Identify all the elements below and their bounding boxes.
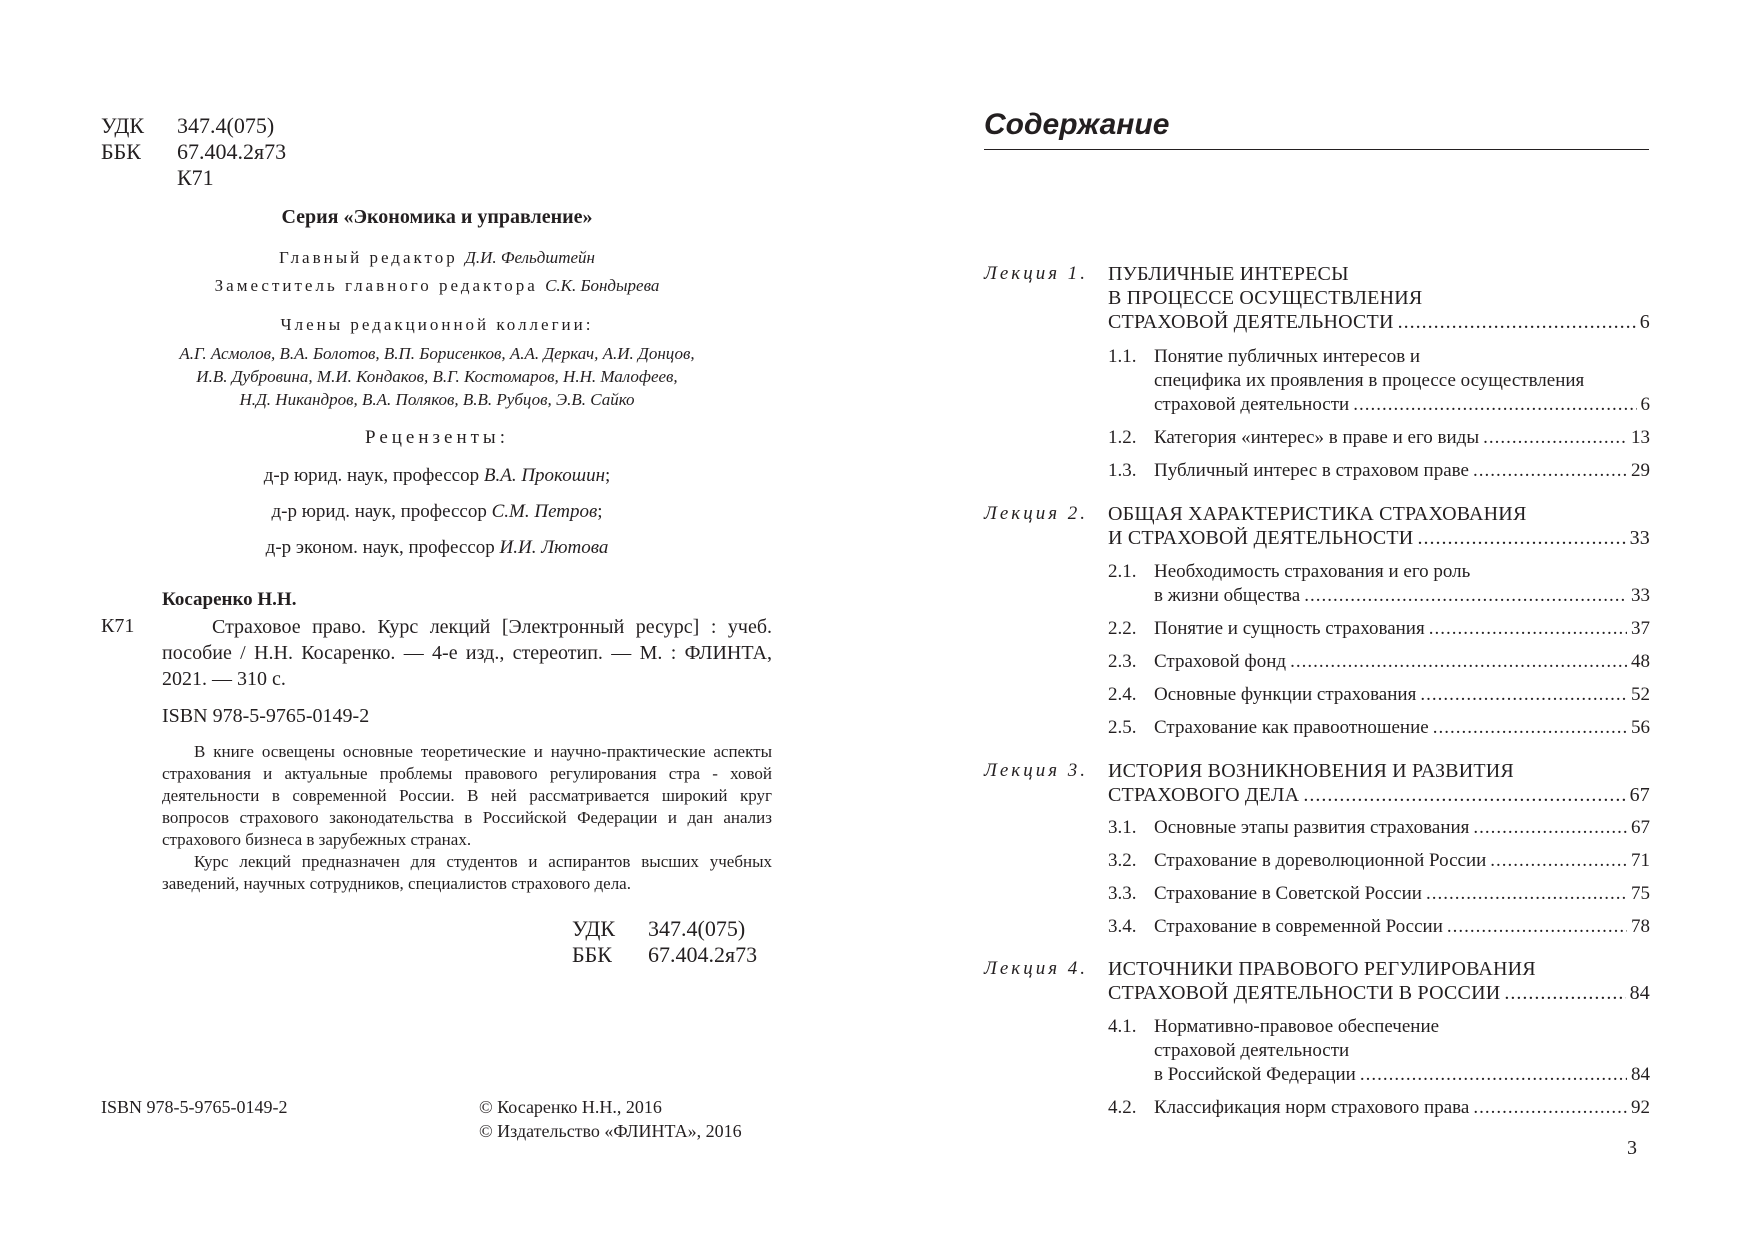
page-ref: 75 — [1631, 883, 1650, 904]
page-ref: 67 — [1631, 817, 1650, 838]
dot-leader — [1483, 426, 1627, 450]
dot-leader — [1473, 1096, 1627, 1120]
section-number: 1.3. — [1108, 460, 1137, 481]
section-title-line: Понятие публичных интересов и — [1154, 346, 1421, 367]
section-number: 3.2. — [1108, 850, 1137, 871]
page-ref: 92 — [1631, 1097, 1650, 1118]
section-title-line: Страхование в современной России — [1154, 916, 1443, 937]
lecture-title-line: ИСТОРИЯ ВОЗНИКНОВЕНИЯ И РАЗВИТИЯ — [1108, 760, 1514, 782]
section-title-line: Основные функции страхования — [1154, 684, 1417, 705]
section-title-line: страховой деятельности — [1154, 394, 1350, 415]
section-number: 3.4. — [1108, 916, 1137, 937]
annotation-paragraph: Курс лекций предназначен для студентов и аспирантов высших учебных заведений, научных сотрудников, специалистов страхового дела. — [162, 852, 772, 893]
page-ref: 67 — [1629, 784, 1650, 806]
udk-line-bottom: УДК 347.4(075) — [572, 916, 746, 941]
annotation — [162, 741, 772, 895]
author: Косаренко Н.Н. — [162, 589, 297, 610]
section-title-line: Страхование как правоотношение — [1154, 717, 1429, 738]
section-title-line: Классификация норм страхового права — [1154, 1097, 1470, 1118]
bbk-line: ББК 67.404.2я73 — [101, 139, 287, 164]
section-title-line: Страховой фонд — [1154, 651, 1287, 672]
dot-leader — [1429, 617, 1627, 641]
page-ref: 33 — [1629, 527, 1650, 549]
reviewer: д-р юрид. наук, профессор С.М. Петров; — [271, 501, 603, 522]
section-number: 2.1. — [1108, 561, 1137, 582]
page-ref: 48 — [1631, 651, 1650, 672]
udk-line: УДК 347.4(075) — [101, 113, 275, 138]
section-number: 3.3. — [1108, 883, 1137, 904]
page-ref: 84 — [1629, 982, 1650, 1004]
toc-entry-section-2-2[interactable] — [1154, 617, 1650, 641]
section-number: 3.1. — [1108, 817, 1137, 838]
toc-entry-lecture-2[interactable] — [1108, 526, 1650, 550]
lecture-title-line: И СТРАХОВОЙ ДЕЯТЕЛЬНОСТИ — [1108, 527, 1414, 549]
dot-leader — [1447, 915, 1627, 939]
board-line: И.В. Дубровина, М.И. Кондаков, В.Г. Костомаров, Н.Н. Малофеев, — [196, 367, 678, 386]
toc-entry-section-3-4[interactable] — [1154, 915, 1650, 939]
board-label: Члены редакционной коллегии: — [280, 315, 594, 334]
lecture-title-line: СТРАХОВОЙ ДЕЯТЕЛЬНОСТИ В РОССИИ — [1108, 982, 1501, 1004]
reviewer: д-р эконом. наук, профессор И.И. Лютова — [265, 537, 609, 558]
section-title-line: Основные этапы развития страхования — [1154, 817, 1470, 838]
toc-entry-section-2-4[interactable] — [1154, 683, 1650, 707]
page-number: 3 — [1627, 1137, 1637, 1159]
section-title-line: Необходимость страхования и его роль — [1154, 561, 1471, 582]
reviewer: д-р юрид. наук, профессор В.А. Прокошин; — [263, 465, 611, 486]
page-ref: 29 — [1631, 460, 1650, 481]
page-ref: 6 — [1639, 311, 1650, 333]
dot-leader — [1290, 650, 1627, 674]
section-title-line: Публичный интерес в страховом праве — [1154, 460, 1469, 481]
dot-leader — [1504, 981, 1625, 1005]
toc-entry-section-1-1[interactable] — [1154, 393, 1650, 417]
page-ref: 52 — [1631, 684, 1650, 705]
section-title-line: Понятие и сущность страхования — [1154, 618, 1425, 639]
page-ref: 84 — [1631, 1064, 1650, 1085]
page-ref: 56 — [1631, 717, 1650, 738]
toc-entry-lecture-3[interactable] — [1108, 783, 1650, 807]
lecture-title-line: ОБЩАЯ ХАРАКТЕРИСТИКА СТРАХОВАНИЯ — [1108, 503, 1527, 525]
dot-leader — [1490, 849, 1627, 873]
toc-entry-section-1-2[interactable] — [1154, 426, 1650, 450]
lecture-title-line: ПУБЛИЧНЫЕ ИНТЕРЕСЫ — [1108, 263, 1349, 285]
section-number: 2.3. — [1108, 651, 1137, 672]
page-ref: 6 — [1640, 394, 1650, 415]
toc-entry-section-4-1[interactable] — [1154, 1063, 1650, 1087]
toc-entry-section-4-2[interactable] — [1154, 1096, 1650, 1120]
section-number: 1.1. — [1108, 346, 1137, 367]
footer-isbn: ISBN 978-5-9765-0149-2 — [101, 1097, 288, 1117]
lecture-label: Лекция 4. — [984, 958, 1089, 979]
section-title-line: Категория «интерес» в праве и его виды — [1154, 427, 1480, 448]
toc-entry-section-2-1[interactable] — [1154, 584, 1650, 608]
page-ref: 37 — [1631, 618, 1650, 639]
catalog-code: К71 — [101, 615, 135, 637]
right-page — [874, 0, 1749, 1241]
section-number: 4.2. — [1108, 1097, 1137, 1118]
lecture-label: Лекция 1. — [984, 263, 1089, 284]
bibliographic-description: Страховое право. Курс лекций [Электронный ресурс] : учеб. пособие / Н.Н. Косаренко. — 4-е изд., стереотип. — М. : ФЛИНТА, 2021. — 310 с. — [162, 616, 772, 690]
board-line: А.Г. Асмолов, В.А. Болотов, В.П. Борисенков, А.А. Деркач, А.И. Донцов, — [179, 344, 695, 363]
dot-leader — [1304, 584, 1627, 608]
section-number: 2.4. — [1108, 684, 1137, 705]
section-title-line: в Российской Федерации — [1154, 1064, 1356, 1085]
toc-entry-section-3-3[interactable] — [1154, 882, 1650, 906]
dot-leader — [1433, 716, 1627, 740]
page-ref: 33 — [1631, 585, 1650, 606]
page-ref: 71 — [1631, 850, 1650, 871]
reviewers-label: Рецензенты: — [365, 427, 509, 448]
dot-leader — [1420, 683, 1627, 707]
copyright-author: © Косаренко Н.Н., 2016 — [479, 1097, 662, 1117]
section-number: 2.2. — [1108, 618, 1137, 639]
bbk-line-bottom: ББК 67.404.2я73 — [572, 942, 758, 967]
left-page — [0, 0, 874, 1241]
toc-entry-section-2-3[interactable] — [1154, 650, 1650, 674]
dot-leader — [1426, 882, 1627, 906]
toc-entry-lecture-4[interactable] — [1108, 981, 1650, 1005]
deputy-editor: Заместитель главного редактора С.К. Бондырева — [214, 276, 660, 295]
isbn: ISBN 978-5-9765-0149-2 — [162, 705, 370, 727]
section-title-line: Нормативно-правовое обеспечение — [1154, 1016, 1440, 1037]
lecture-title-line: СТРАХОВОЙ ДЕЯТЕЛЬНОСТИ — [1108, 311, 1394, 333]
section-title-line: в жизни общества — [1154, 585, 1301, 606]
copyright-publisher: © Издательство «ФЛИНТА», 2016 — [479, 1121, 742, 1141]
section-title-line: страховой деятельности — [1154, 1040, 1350, 1061]
lecture-title-line: В ПРОЦЕССЕ ОСУЩЕСТВЛЕНИЯ — [1108, 287, 1423, 309]
chief-editor: Главный редактор Д.И. Фельдштейн — [279, 248, 595, 267]
page-ref: 78 — [1631, 916, 1650, 937]
series-title: Серия «Экономика и управление» — [281, 206, 593, 228]
dot-leader — [1473, 459, 1627, 483]
lecture-title-line: ИСТОЧНИКИ ПРАВОВОГО РЕГУЛИРОВАНИЯ — [1108, 958, 1536, 980]
toc-entry-lecture-1[interactable] — [1108, 310, 1650, 334]
section-title-line: Страхование в Советской России — [1154, 883, 1422, 904]
lecture-title-line: СТРАХОВОГО ДЕЛА — [1108, 784, 1300, 806]
section-number: 4.1. — [1108, 1016, 1137, 1037]
annotation-paragraph: В книге освещены основные теоретические и научно-практические аспекты страхования и актуальные проблемы правового регулирования стра - ховой деятельности в современной России. В ней рассматривается широкий круг вопросов страхового законодательства в Российской Федерации и дан анализ страхового бизнеса в зарубежных странах. — [162, 742, 772, 849]
toc-title: Содержание — [984, 108, 1170, 141]
board-line: Н.Д. Никандров, В.А. Поляков, В.В. Рубцов, Э.В. Сайко — [239, 390, 635, 409]
section-number: 2.5. — [1108, 717, 1137, 738]
catalog-code-top: К71 — [177, 165, 214, 190]
dot-leader — [1417, 526, 1625, 550]
toc-entry-section-2-5[interactable] — [1154, 716, 1650, 740]
dot-leader — [1353, 393, 1636, 417]
toc-entry-section-3-2[interactable] — [1154, 849, 1650, 873]
page-ref: 13 — [1631, 427, 1650, 448]
section-title-line: Страхование в дореволюционной России — [1154, 850, 1487, 871]
dot-leader — [1360, 1063, 1627, 1087]
dot-leader — [1473, 816, 1627, 840]
lecture-label: Лекция 3. — [984, 760, 1089, 781]
title-rule — [984, 149, 1649, 150]
dot-leader — [1398, 310, 1636, 334]
section-title-line: специфика их проявления в процессе осуществления — [1154, 370, 1585, 391]
section-number: 1.2. — [1108, 427, 1137, 448]
toc-entry-section-3-1[interactable] — [1154, 816, 1650, 840]
lecture-label: Лекция 2. — [984, 503, 1089, 524]
board-members — [0, 342, 874, 411]
dot-leader — [1303, 783, 1625, 807]
toc-entry-section-1-3[interactable] — [1154, 459, 1650, 483]
